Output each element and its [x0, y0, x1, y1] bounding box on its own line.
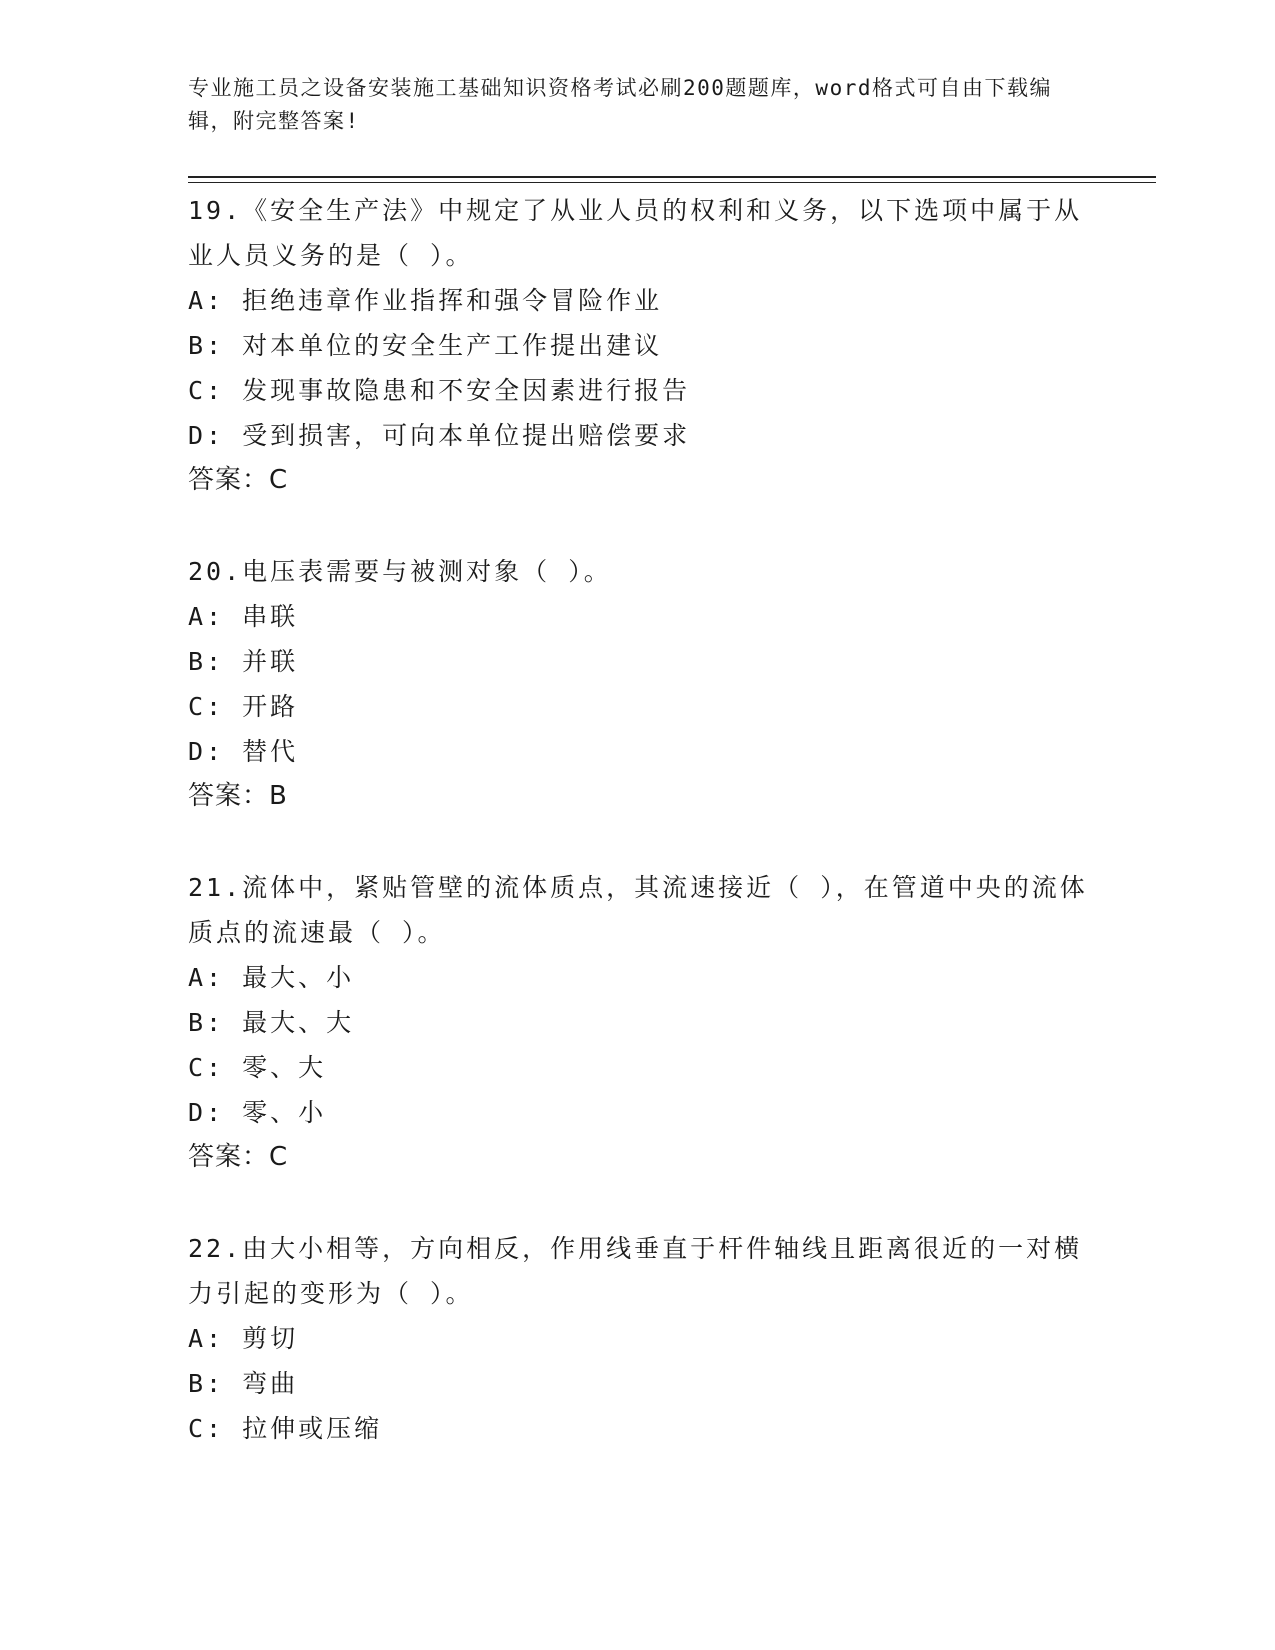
option-a: A: 串联: [188, 602, 299, 631]
question-text: 20.电压表需要与被测对象（ ）。: [188, 557, 612, 586]
header-divider-thick: [188, 176, 1156, 178]
option-b: B: 最大、大: [188, 1008, 355, 1037]
answer-line: 答案：C: [188, 465, 289, 495]
option-c: C: 发现事故隐患和不安全因素进行报告: [188, 376, 691, 405]
option-c: C: 零、大: [188, 1053, 327, 1082]
document-header: 专业施工员之设备安装施工基础知识资格考试必刷200题题库，word格式可自由下载编辑，附完整答案!: [188, 76, 1052, 133]
answer-line: 答案：C: [188, 1142, 289, 1172]
question-20: [188, 549, 1088, 819]
option-a: A: 剪切: [188, 1324, 299, 1353]
option-b: B: 对本单位的安全生产工作提出建议: [188, 331, 663, 360]
option-b: B: 并联: [188, 647, 299, 676]
question-19: [188, 188, 1088, 503]
header-divider-thin: [188, 182, 1156, 183]
question-text: 19.《安全生产法》中规定了从业人员的权利和义务，以下选项中属于从业人员义务的是（ ）。: [188, 196, 1083, 270]
option-d: D: 替代: [188, 737, 299, 766]
option-d: D: 受到损害，可向本单位提出赔偿要求: [188, 421, 691, 450]
option-c: C: 开路: [188, 692, 299, 721]
option-a: A: 最大、小: [188, 963, 355, 992]
answer-line: 答案：B: [188, 781, 288, 811]
option-a: A: 拒绝违章作业指挥和强令冒险作业: [188, 286, 663, 315]
question-22: [188, 1226, 1088, 1451]
question-21: [188, 865, 1088, 1180]
question-list: [188, 188, 1088, 1497]
option-b: B: 弯曲: [188, 1369, 299, 1398]
question-text: 22.由大小相等，方向相反，作用线垂直于杆件轴线且距离很近的一对横力引起的变形为（ ）。: [188, 1234, 1083, 1308]
question-text: 21.流体中，紧贴管壁的流体质点，其流速接近（ ），在管道中央的流体质点的流速最（ ）。: [188, 873, 1088, 947]
option-d: D: 零、小: [188, 1098, 327, 1127]
option-c: C: 拉伸或压缩: [188, 1414, 383, 1443]
